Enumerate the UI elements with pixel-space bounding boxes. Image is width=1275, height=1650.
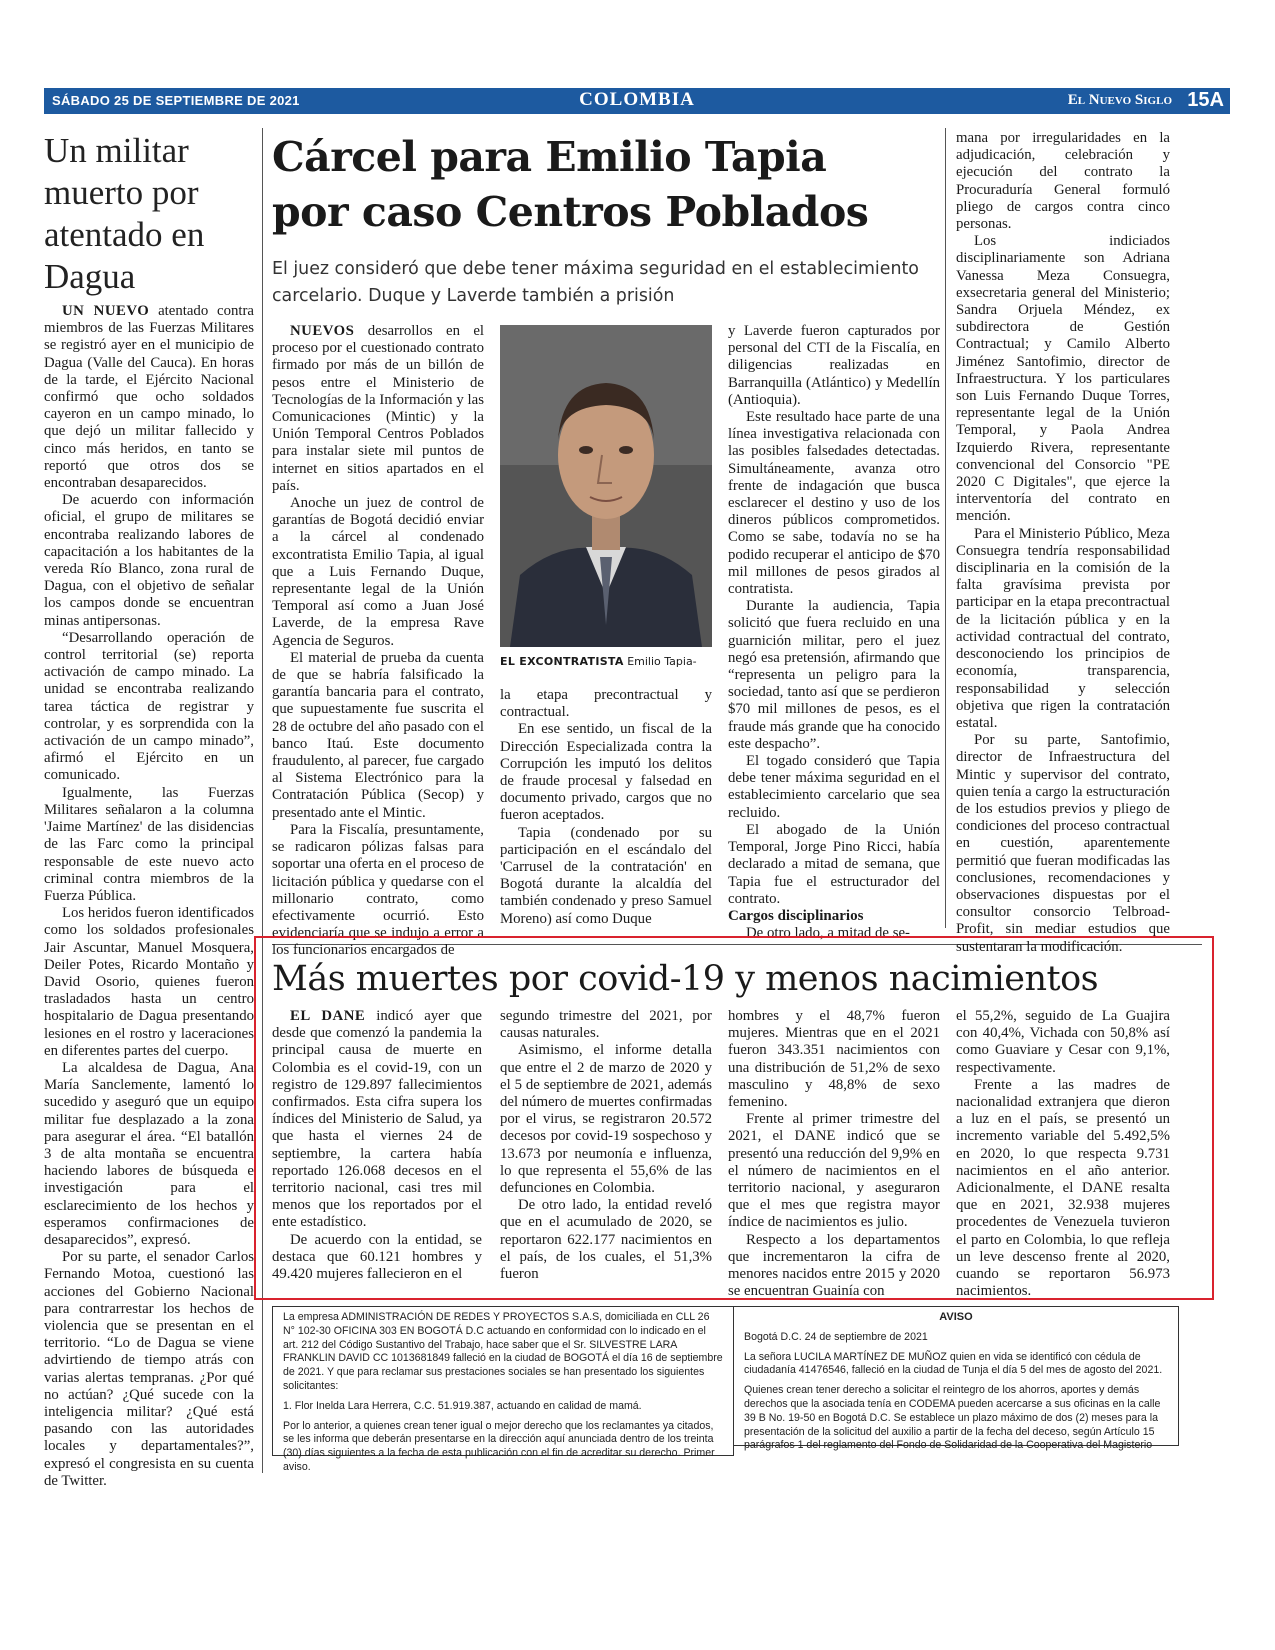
newspaper-name: El Nuevo Siglo (1067, 92, 1172, 108)
paragraph: El togado consideró que Tapia debe tener máxima seguridad en el establecimiento carcelario que sea recluido. (728, 753, 940, 821)
notice-paragraph: La señora LUCILA MARTÍNEZ DE MUÑOZ quien en vida se identificó con cédula de ciudadanía 41476546, falleció en la ciudad de Tunja el día 5 del mes de agosto del 2021. (744, 1350, 1163, 1377)
photo-caption (500, 655, 720, 668)
portrait-photo (500, 325, 712, 647)
paragraph: De otro lado, la entidad reveló que en el acumulado de 2020, se reportaron 622.177 nacimientos en el país, de los cuales, el 51,3% fueron (500, 1197, 712, 1283)
paragraph: UN NUEVO atentado contra miembros de las Fuerzas Militares se registró ayer en el municipio de Dagua (Valle del Cauca). En horas de la tarde, el Ejército Nacional confirmó que ocho soldados cayeron en un campo minado, lo que dejó un militar fallecido y cinco más heridos, en tanto se reportó que otros dos se encontraban desaparecidos. (44, 303, 254, 492)
lead-in: NUEVOS (290, 323, 355, 339)
paragraph: NUEVOS desarrollos en el proceso por el cuestionado contrato firmado por más de un billón de pesos entre el Ministerio de Tecnologías de la Información y las Comunicaciones (Mintic) y la Unión Temporal Centros Poblados para instalar siete mil puntos de internet en sitios apartados en el país. (272, 323, 485, 494)
paragraph: Este resultado hace parte de una línea investigativa relacionada con las posibles falsedades detectadas. Simultáneamente, avanza otro frente de indagación que busca esclarecer el destino y uso de los dineros públicos comprometidos. Como se sabe, todavía no se ha podido recuperar el anticipo de $70 mil millones de pesos girados al contratista. (728, 409, 940, 598)
lead-in: EL DANE (290, 1008, 366, 1024)
paragraph: la etapa precontractual y contractual. (500, 687, 712, 721)
side-article-body (44, 303, 254, 1490)
man-portrait-icon (500, 325, 712, 647)
notice-paragraph: Bogotá D.C. 24 de septiembre de 2021 (744, 1330, 928, 1343)
paragraph: el 55,2%, seguido de La Guajira con 40,4%, Vichada con 50,8% así como Guaviare y Cesar con 9,1%, respectivamente. (956, 1008, 1170, 1076)
side-headline: Un militar muerto por atentado en Dagua (44, 131, 205, 296)
box-article-col3 (728, 1008, 940, 1300)
issue-date: SÁBADO 25 DE SEPTIEMBRE DE 2021 (52, 93, 300, 108)
paragraph: Durante la audiencia, Tapia solicitó que fuera recluido en una guarnición militar, pero el juez negó esa pretensión, afirmando que “representa un peligro para la sociedad, tanto así que se perdieron $70 mil millones de pesos, es el fraude más grande que ha conocido este despacho”. (728, 598, 940, 752)
paragraph: Por su parte, Santofimio, director de Infraestructura del Mintic y supervisor del contrato, quien tenía a cargo la estructuración de los estudios previos y pliego de condiciones del proceso contractual en cuestión, aparentemente permitió que fueran modificadas las conclusiones, recomendaciones y observaciones dispuestas por el consultor consorcio Telbroad-Profit, sin mediar estudios que sustentaran la modificación. (956, 732, 1170, 955)
main-article-col2 (500, 687, 712, 928)
paragraph: EL DANE indicó ayer que desde que comenzó la pandemia la principal causa de muerte en Colombia es el covid-19, con un registro de 129.897 fallecimientos confirmados. Esta cifra supera los índices del Ministerio de Salud, ya que hasta el viernes 24 de septiembre, la cartera había reportado 126.068 decesos en el territorio nacional, casi tres mil menos que los reportados por el ente estadístico. (272, 1008, 482, 1231)
paragraph: y Laverde fueron capturados por personal del CTI de la Fiscalía, en diligencias realizadas en Barranquilla (Atlántico) y Medellín (Antioquia). (728, 323, 940, 408)
paragraph: De otro lado, a mitad de se- (746, 925, 910, 942)
main-article-col4 (956, 130, 1170, 956)
paragraph: Los indiciados disciplinariamente son Adriana Vanessa Meza Consuegra, exsecretaria general del Ministerio; Sandra Orjuela Méndez, ex subdirectora de Gestión Contractual; y Camilo Alberto Jiménez Santofimio, director de Infraestructura. Y los particulares son Luis Fernando Duque Torres, representante legal de la Unión Temporal, y Paola Andrea Izquierdo Rivera, representante convencional del Consorcio "PE 2020 C Digitales", que ejerce la interventoría del contrato en mención. (956, 233, 1170, 525)
notice-paragraph: 1. Flor Inelda Lara Herrera, C.C. 51.919.387, actuando en calidad de mamá. (283, 1399, 642, 1412)
paragraph: mana por irregularidades en la adjudicación, celebración y ejecución del contrato la Procuraduría General formuló pliego de cargos contra cinco personas. (956, 130, 1170, 233)
subheading: Cargos disciplinarios (728, 907, 864, 924)
box-article-col4 (956, 1008, 1170, 1300)
page-number: 15A (1187, 89, 1224, 111)
paragraph: La alcaldesa de Dagua, Ana María Sanclemente, lamentó lo sucedido y aseguró que un equipo militar fue desplazado a la zona para asegurar el área. “El batallón 3 de alta montaña se encuentra haciendo labores de búsqueda e investigación para el esclarecimiento de los hechos y esperamos confirmaciones de desaparecidos”, expresó. (44, 1059, 254, 1248)
legal-notice-left (272, 1306, 734, 1473)
paragraph: El material de prueba da cuenta de que se habría falsificado la garantía bancaria para el contrato, que supuestamente fue suscrita el 28 de octubre del año pasado con el banco Itaú. Este documento fraudulento, al parecer, fue cargado al Sistema Electrónico para la Contratación Pública (Secop) y presentado ante el Mintic. (272, 649, 484, 821)
paragraph: De acuerdo con información oficial, el grupo de militares se encontraba realizando labores de capacitación a los habitantes de la vereda Río Blanco, zona rural de Dagua, con el objetivo de señalar los campos donde se encuentran minas antipersonas. (44, 492, 254, 629)
paragraph: Por su parte, el senador Carlos Fernando Motoa, cuestionó las acciones del Gobierno Nacional para contrarrestar los hechos de violencia que se presentan en el territorio. “Lo de Dagua se viene advirtiendo de tiempo atrás con varias alertas tempranas. ¿Por qué no actúan? ¿Qué sucede con la inteligencia militar? ¿Qué está pasando con las autoridades locales y departamentales?”, expresó el congresista en su cuenta de Twitter. (44, 1249, 254, 1489)
paragraph: Igualmente, las Fuerzas Militares señalaron a la columna 'Jaime Martínez' de las disidencias de las Farc como la principal responsable de este nuevo acto criminal contra miembros de la Fuerza Pública. (44, 784, 254, 904)
notice-paragraph: Por lo anterior, a quienes crean tener igual o mejor derecho que los reclamantes ya citados, se les informa que deberán presentarse en la dirección aquí anunciada dentro de los treinta (30) días siguientes a la fecha de esta publicación con el fin de acreditar su derecho. Primer aviso. (283, 1419, 715, 1473)
page-header-bar (44, 88, 1230, 114)
paragraph: Frente al primer trimestre del 2021, el DANE indicó que se presentó una reducción del 9,9% en el número de nacimientos en el territorio nacional, y aseguraron que el mes que registra mayor índice de nacimientos es julio. (728, 1111, 940, 1231)
paragraph: Anoche un juez de control de garantías de Bogotá decidió enviar a la cárcel al condenado excontratista Emilio Tapia, al igual que a Luis Fernando Duque, representante legal de la Unión Temporal así como a Juan José Laverde, de la empresa Rave Agencia de Seguros. (272, 495, 484, 649)
paragraph: “Desarrollando operación de control territorial (se) reporta activación de campo minado. La unidad se encontraba realizando tarea táctica de registrar y controlar, y es sorprendida con la activación de un campo minado”, afirmó el Ejército en un comunicado. (44, 629, 254, 784)
paragraph: De acuerdo con la entidad, se destaca que 60.121 hombres y 49.420 mujeres fallecieron en el (272, 1231, 482, 1283)
paragraph: Asimismo, el informe detalla que entre el 2 de marzo de 2020 y el 5 de septiembre de 2021, además del número de muertes confirmadas por el virus, se registraron 20.572 decesos por covid-19 sospechoso y 13.673 por neumonía e influenza, lo que representa el 55,6% de las defunciones en Colombia. (500, 1042, 713, 1197)
section-name: COLOMBIA (579, 89, 695, 110)
paragraph: hombres y el 48,7% fueron mujeres. Mientras que en el 2021 fueron 343.351 nacimientos con una distribución de 51,2% de sexo masculino y 48,8% de sexo femenino. (728, 1008, 940, 1111)
caption-label: EL EXCONTRATISTA (500, 655, 624, 668)
paragraph: El abogado de la Unión Temporal, Jorge Pino Ricci, había declarado a mitad de semana, que Tapia fue el estructurador del contrato. (728, 821, 940, 907)
paragraph: Respecto a los departamentos que incrementaron la cifra de menores nacidos entre 2015 y 2020 se encuentran Guainía con (728, 1231, 940, 1300)
main-article-col3 (728, 323, 940, 942)
paragraph: Para el Ministerio Público, Meza Consuegra tendría responsabilidad disciplinaria en la comisión de la falta gravísima prevista por participar en la etapa precontractual de la licitación pública y en la actividad contractual del contrato, desconociendo los principios de economía, transparencia, responsabilidad y selección objetiva que rigen la contratación estatal. (956, 525, 1170, 731)
paragraph: Frente a las madres de nacionalidad extranjera que dieron a luz en el país, se presentó un incremento variable del 5.492,5% en 2020, lo que respecta 9.731 nacimientos en el año anterior. Adicionalmente, el DANE resalta que en 2021, 32.938 mujeres procedentes de Venezuela tuvieron el parto en Colombia, lo que refleja un leve descenso frente al 2020, cuando se reportaron 56.973 nacimientos. (956, 1076, 1170, 1300)
main-article-col1 (272, 323, 484, 960)
column-rule (945, 128, 946, 928)
box-headline: Más muertes por covid-19 y menos nacimientos (272, 959, 1099, 999)
paragraph: segundo trimestre del 2021, por causas naturales. (500, 1008, 712, 1042)
paragraph: Los heridos fueron identificados como los soldados profesionales Jair Ascuntar, Manuel Mosquera, Deiler Potes, Ricardo Montaño y David Osorio, quienes fueron trasladados hasta un centro hospitalario de Dagua presentando lesiones en el rostro y laceraciones en diferentes partes del cuerpo. (44, 905, 254, 1059)
paragraph: En ese sentido, un fiscal de la Dirección Especializada contra la Corrupción les imputó los delitos de fraude procesal y falsedad en documento privado, cargos que no fueron aceptados. (500, 721, 712, 824)
lead-in: UN NUEVO (62, 303, 150, 319)
main-deck: El juez consideró que debe tener máxima seguridad en el establecimiento carcelario. Duque y Laverde también a prisión (272, 259, 919, 306)
paragraph: Tapia (condenado por su participación en el escándalo del 'Carrusel de la contratación' en Bogotá durante la alcaldía del también condenado y preso Samuel Moreno) así como Duque (500, 824, 712, 927)
main-headline: Cárcel para Emilio Tapia por caso Centros Poblados (272, 133, 869, 236)
notice-title: AVISO (939, 1311, 973, 1323)
notice-paragraph: La empresa ADMINISTRACIÓN DE REDES Y PROYECTOS S.A.S, domiciliada en CLL 26 N° 102-30 OFICINA 303 EN BOGOTÁ D.C actuando en conformidad con lo indicado en el art. 212 del Código Sustantivo del Trabajo, hace saber que el Sr. SILVESTRE LARA FRANKLIN DAVID CC 1013681849 falleció en la ciudad de BOGOTÁ el día 16 de septiembre de 2021. Y que para reclamar sus prestaciones sociales se han presentado los siguientes solicitantes: (283, 1311, 723, 1392)
box-article-col2 (500, 1008, 712, 1283)
legal-notice-right (733, 1306, 1179, 1452)
notice-paragraph: Quienes crean tener derecho a solicitar el reintegro de los ahorros, aportes y demás derechos que la asociada tenía en CODEMA pueden acercarse a sus oficinas en la calle 39 B No. 19-50 en Bogotá D.C. Se establece un plazo máximo de dos (2) meses para la presentación de la solicitud del auxilio a partir de la fecha del deceso, según Artículo 15 parágrafos 1 del reglamento del Fondo de Solidaridad de la Cooperativa del Magisterio (744, 1384, 1161, 1452)
paragraph: Para la Fiscalía, presuntamente, se radicaron pólizas falsas para soportar una oferta en el proceso de licitación pública y quedarse con el millonario contrato, como efectivamente ocurrió. Esto evidenciaría que se indujo a error a los funcionarios encargados de (272, 821, 484, 959)
box-article-col1 (272, 1008, 482, 1283)
caption-text: Emilio Tapia- (627, 655, 697, 668)
